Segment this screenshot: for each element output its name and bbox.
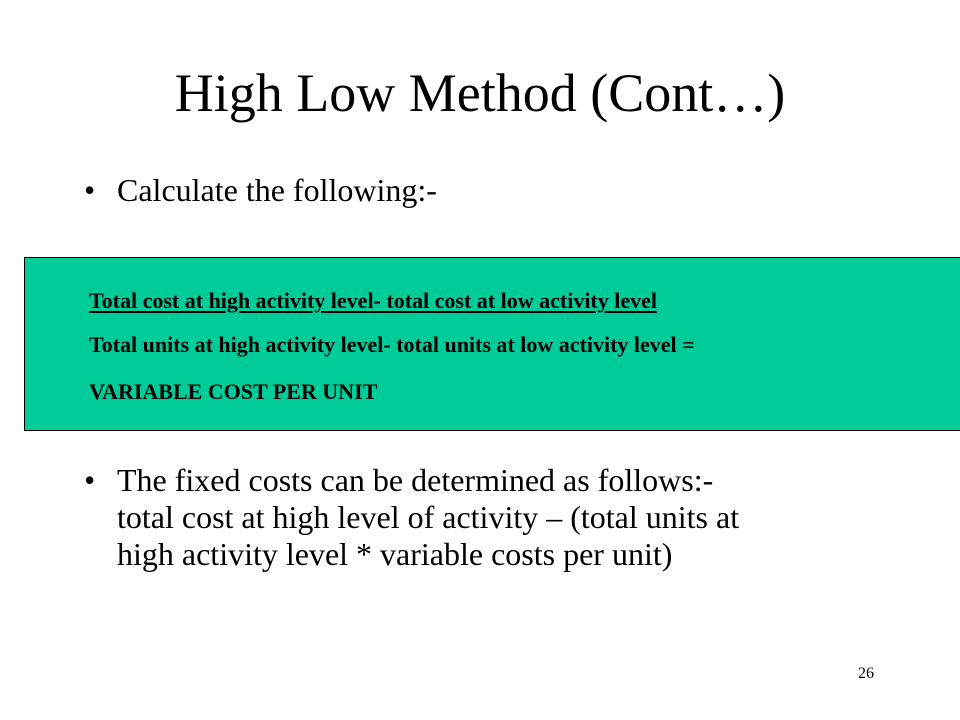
formula-numerator: Total cost at high activity level- total cost at low activity level bbox=[89, 288, 658, 313]
bullet-text-line: The fixed costs can be determined as follows:- bbox=[117, 462, 714, 498]
bullet-text-block bbox=[117, 462, 739, 573]
bullet-text: Calculate the following:- bbox=[117, 172, 437, 208]
bullet-marker: • bbox=[84, 172, 96, 208]
page-number: 26 bbox=[858, 665, 874, 682]
formula-box bbox=[24, 257, 960, 431]
formula-result: VARIABLE COST PER UNIT bbox=[89, 379, 378, 404]
slide-title: High Low Method (Cont…) bbox=[174, 63, 786, 123]
bullet-marker: • bbox=[84, 462, 96, 498]
formula-denominator: Total units at high activity level- total units at low activity level = bbox=[89, 332, 695, 357]
bullet-text-line: total cost at high level of activity – (total units at bbox=[117, 499, 740, 535]
bullet-text-line: high activity level * variable costs per unit) bbox=[117, 536, 673, 572]
